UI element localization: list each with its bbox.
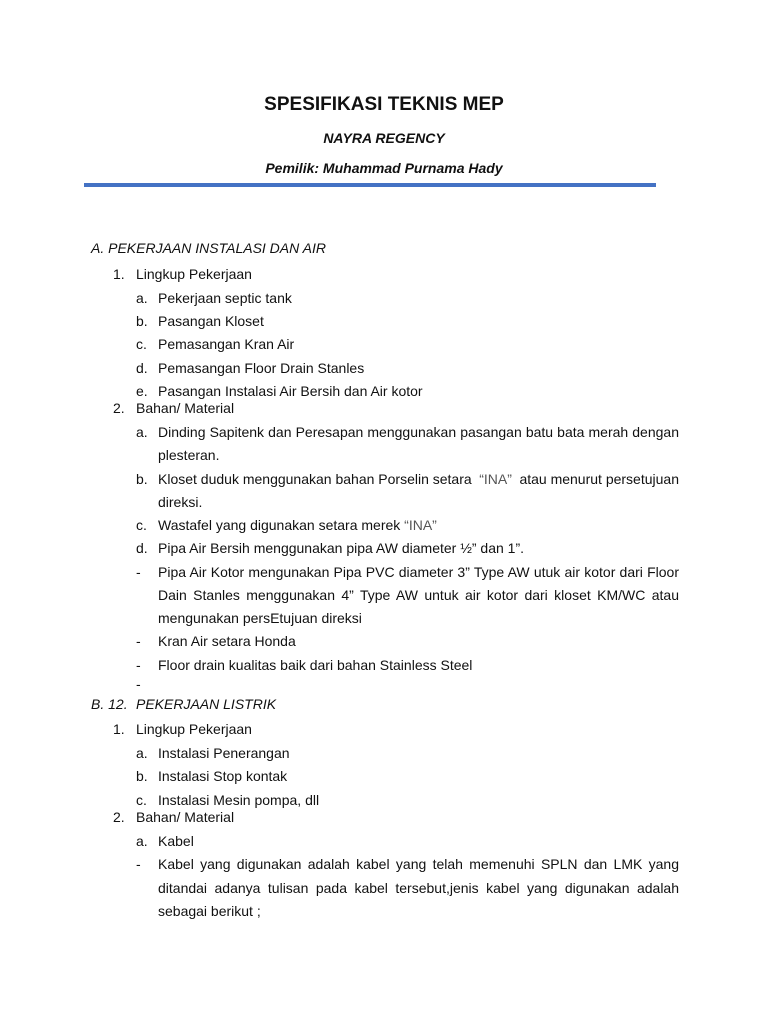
header-divider bbox=[84, 183, 656, 187]
cable-label: Kabel bbox=[158, 833, 194, 849]
list-marker: d. bbox=[136, 360, 148, 376]
cable-line: sebagai berikut ; bbox=[158, 903, 261, 919]
kran-line: Kran Air setara Honda bbox=[158, 633, 296, 649]
list-marker: d. bbox=[136, 540, 148, 556]
material-a-line: Dinding Sapitenk dan Peresapan menggunakan pasangan batu bata merah dengan bbox=[158, 424, 679, 440]
material-c-text: Wastafel yang digunakan setara merek bbox=[158, 517, 401, 533]
cable-line: ditandai adanya tulisan pada kabel tersebut,jenis kabel yang digunakan adalah bbox=[158, 880, 679, 896]
list-marker: c. bbox=[136, 517, 147, 533]
list-dash: - bbox=[136, 657, 141, 673]
material-d-line: Pipa Air Bersih menggunakan pipa AW diameter ½” dan 1”. bbox=[158, 540, 525, 556]
document-title: SPESIFIKASI TEKNIS MEP bbox=[264, 94, 504, 115]
section-b-heading: PEKERJAAN LISTRIK bbox=[136, 696, 277, 712]
material-b-line bbox=[158, 471, 679, 487]
section-a-scope-number: 1. bbox=[113, 266, 125, 282]
pipe-line: mengunakan persEtujuan direksi bbox=[158, 610, 362, 626]
list-item: Instalasi Penerangan bbox=[158, 745, 290, 761]
material-b-line: direksi. bbox=[158, 494, 203, 510]
project-name: NAYRA REGENCY bbox=[323, 130, 445, 146]
list-marker: b. bbox=[136, 471, 148, 487]
section-a-heading: A. PEKERJAAN INSTALASI DAN AIR bbox=[91, 240, 326, 256]
cable-line: Kabel yang digunakan adalah kabel yang telah memenuhi SPLN dan LMK yang bbox=[158, 856, 679, 872]
section-a-scope-label: Lingkup Pekerjaan bbox=[136, 266, 252, 282]
section-b-prefix: B. 12. bbox=[91, 696, 128, 712]
list-marker: a. bbox=[136, 833, 148, 849]
list-dash: - bbox=[136, 676, 141, 692]
list-marker: a. bbox=[136, 745, 148, 761]
section-a-material-label: Bahan/ Material bbox=[136, 400, 235, 416]
floor-drain-line: Floor drain kualitas baik dari bahan Stainless Steel bbox=[158, 657, 473, 673]
list-marker: b. bbox=[136, 768, 148, 784]
list-item: Pasangan Instalasi Air Bersih dan Air kotor bbox=[158, 383, 423, 399]
list-item: Pasangan Kloset bbox=[158, 313, 264, 329]
section-b-scope-label: Lingkup Pekerjaan bbox=[136, 721, 252, 737]
section-b-material-label: Bahan/ Material bbox=[136, 809, 235, 825]
list-marker: a. bbox=[136, 290, 148, 306]
material-b-text: atau menurut persetujuan bbox=[519, 471, 679, 487]
pipe-line: Dain Stanles menggunakan 4” Type AW untuk air kotor dari kloset KM/WC atau bbox=[158, 587, 679, 603]
section-b-scope-number: 1. bbox=[113, 721, 125, 737]
list-dash: - bbox=[136, 564, 141, 580]
list-marker: b. bbox=[136, 313, 148, 329]
list-marker: c. bbox=[136, 792, 147, 808]
list-item: Instalasi Stop kontak bbox=[158, 768, 288, 784]
material-b-text: Kloset duduk menggunakan bahan Porselin setara bbox=[158, 471, 472, 487]
pipe-line: Pipa Air Kotor mengunakan Pipa PVC diameter 3” Type AW utuk air kotor dari Floor bbox=[158, 564, 679, 580]
material-a-line: plesteran. bbox=[158, 447, 220, 463]
list-item: Instalasi Mesin pompa, dll bbox=[158, 792, 320, 808]
list-dash: - bbox=[136, 856, 141, 872]
material-c-line bbox=[158, 517, 437, 533]
list-item: Pemasangan Kran Air bbox=[158, 336, 295, 352]
list-marker: e. bbox=[136, 383, 148, 399]
section-b-material-number: 2. bbox=[113, 809, 125, 825]
list-item: Pemasangan Floor Drain Stanles bbox=[158, 360, 365, 376]
brand-ina: “INA” bbox=[479, 471, 512, 487]
list-dash: - bbox=[136, 633, 141, 649]
list-marker: a. bbox=[136, 424, 148, 440]
owner-line: Pemilik: Muhammad Purnama Hady bbox=[265, 160, 503, 176]
list-item: Pekerjaan septic tank bbox=[158, 290, 292, 306]
brand-ina: “INA” bbox=[404, 517, 437, 533]
section-a-material-number: 2. bbox=[113, 400, 125, 416]
list-marker: c. bbox=[136, 336, 147, 352]
